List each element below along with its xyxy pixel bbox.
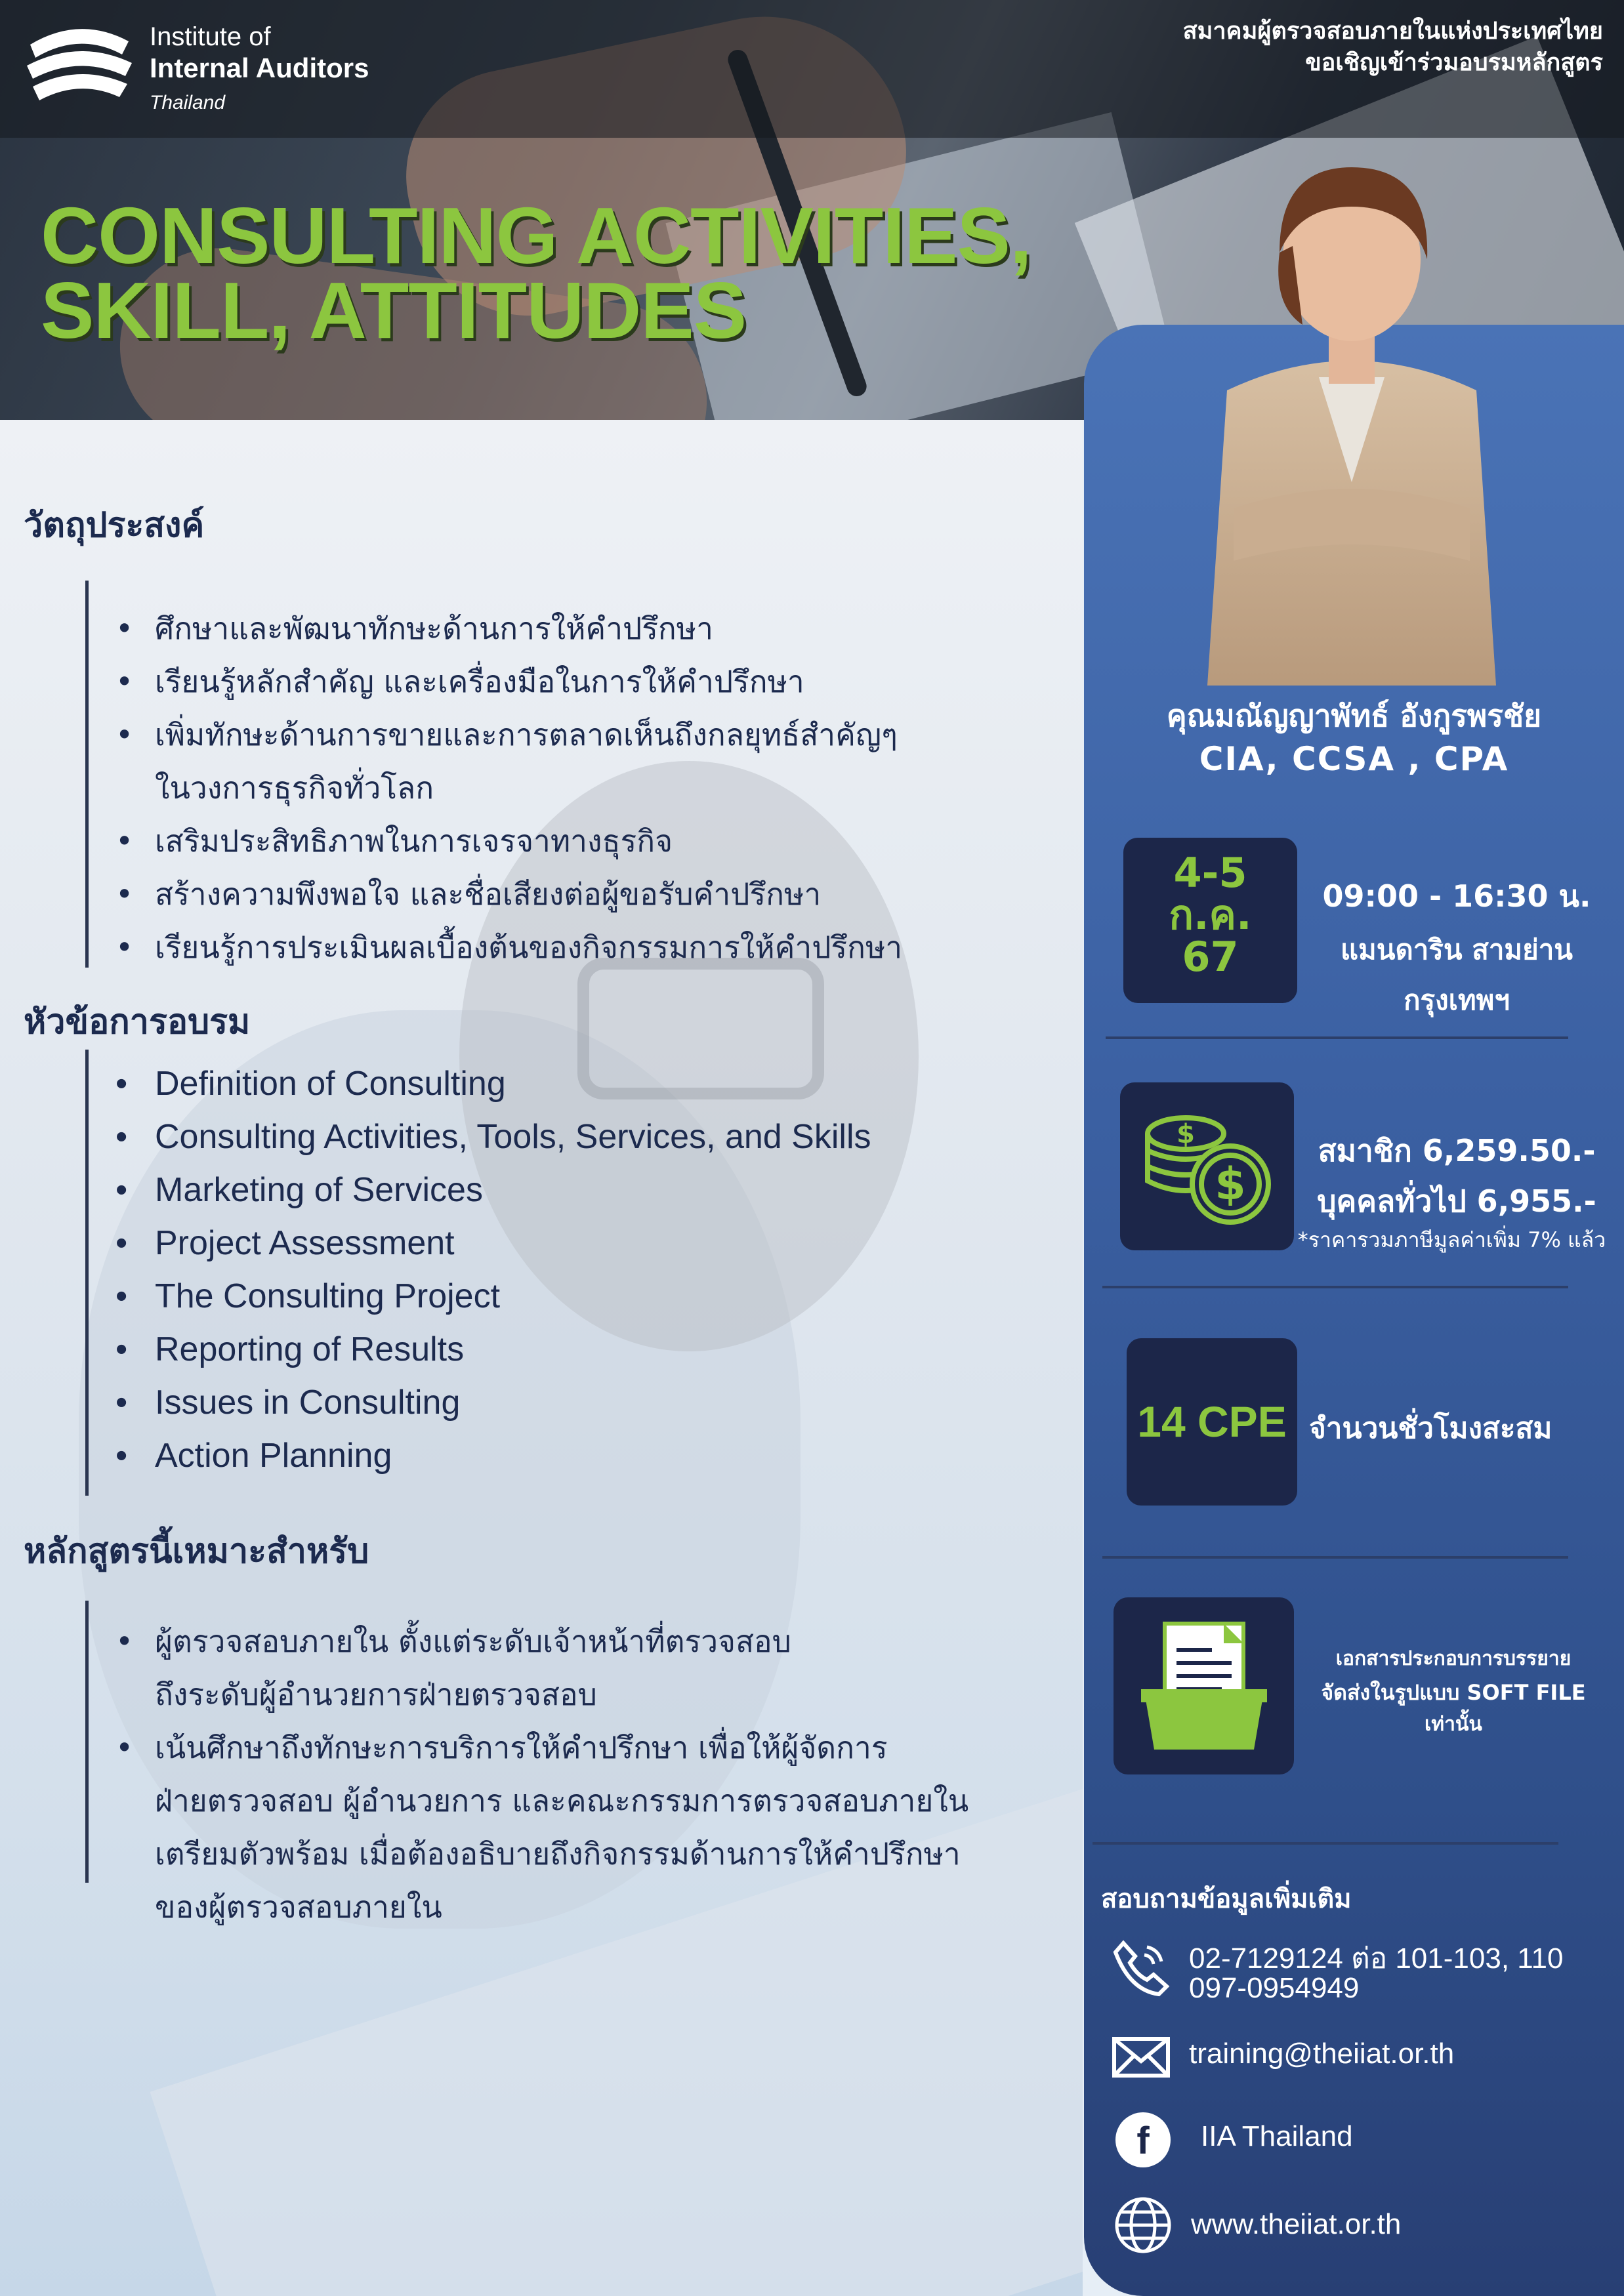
phone-icon [1110, 1937, 1172, 1998]
list-item: • Marketing of Services [112, 1164, 871, 1217]
list-item-continuation: ฝ่ายตรวจสอบ ผู้อำนวยการ และคณะกรรมการตรวจสอบภายใน [155, 1783, 969, 1818]
venue-text: แมนดาริน สามย่าน [1340, 933, 1573, 966]
section-divider-line [85, 1050, 89, 1496]
svg-text:f: f [1136, 2120, 1150, 2162]
time-text: 09:00 - 16:30 น. [1322, 878, 1591, 914]
list-item: • เพิ่มทักษะด้านการขายและการตลาดเห็นถึงกลยุทธ์สำคัญๆ [112, 708, 902, 762]
list-item: • Consulting Activities, Tools, Services, and Skills [112, 1111, 871, 1164]
facebook-link[interactable]: IIA Thailand [1201, 2120, 1353, 2152]
list-item: • The Consulting Project [112, 1270, 871, 1323]
phone-number-2[interactable]: 097-0954949 [1189, 1972, 1360, 2004]
date-box [1123, 838, 1297, 1003]
panel-divider [1093, 1842, 1558, 1845]
documents-box [1114, 1597, 1294, 1774]
date-day: 4-5 [1173, 849, 1247, 897]
objectives-list [112, 602, 902, 974]
audience-list [112, 1615, 968, 1934]
topics-list [112, 1057, 871, 1483]
phone-number-1[interactable]: 02-7129124 ต่อ 101-103, 110 [1189, 1942, 1564, 1975]
cpe-box: 14 CPE [1127, 1338, 1297, 1506]
list-item-continuation: ในวงการธุรกิจทั่วโลก [155, 770, 434, 806]
logo-text-line2: Internal Auditors [150, 52, 369, 83]
globe-icon [1112, 2194, 1174, 2256]
documents-line2: จัดส่งในรูปแบบ SOFT FILE [1321, 1680, 1586, 1705]
audience-heading: หลักสูตรนี้เหมาะสำหรับ [24, 1532, 369, 1571]
speaker-name: คุณมณัญญาพัทธ์ อังกูรพรชัย [1166, 698, 1542, 733]
speaker-credentials: CIA, CCSA , CPA [1199, 740, 1509, 778]
panel-divider [1102, 1286, 1568, 1288]
website-link[interactable]: www.theiiat.or.th [1191, 2208, 1402, 2240]
facebook-icon [1112, 2109, 1174, 2171]
iia-logo-icon [24, 18, 135, 110]
list-item: • Project Assessment [112, 1217, 871, 1270]
list-item-continuation: ของผู้ตรวจสอบภายใน [155, 1889, 442, 1925]
date-month: ก.ค. [1169, 891, 1252, 939]
section-divider-line [85, 581, 89, 968]
email-icon [1110, 2026, 1172, 2087]
svg-text:$: $ [1215, 1158, 1246, 1210]
list-item: • Issues in Consulting [112, 1376, 871, 1429]
logo-text-line3: Thailand [150, 92, 226, 113]
contact-heading: สอบถามข้อมูลเพิ่มเติม [1101, 1884, 1352, 1914]
course-title-line2: SKILL, ATTITUDES [41, 266, 747, 355]
org-name: สมาคมผู้ตรวจสอบภายในแห่งประเทศไทย [1182, 18, 1603, 45]
money-coins-icon [1120, 1082, 1294, 1250]
logo-text-line1: Institute of [150, 22, 271, 51]
list-item: • Reporting of Results [112, 1323, 871, 1376]
documents-line3: เท่านั้น [1425, 1713, 1482, 1736]
list-item: • ศึกษาและพัฒนาทักษะด้านการให้คำปรึกษา [112, 602, 902, 655]
list-item: • Definition of Consulting [112, 1057, 871, 1111]
price-member: สมาชิก 6,259.50.- [1318, 1133, 1596, 1168]
list-item: • เรียนรู้การประเมินผลเบื้องต้นของกิจกรรมการให้คำปรึกษา [112, 921, 902, 974]
list-item: • สร้างความพึงพอใจ และชื่อเสียงต่อผู้ขอรับคำปรึกษา [112, 868, 902, 921]
list-item: • เรียนรู้หลักสำคัญ และเครื่องมือในการให้คำปรึกษา [112, 655, 902, 708]
documents-line1: เอกสารประกอบการบรรยาย [1335, 1647, 1572, 1670]
cpe-label: จำนวนชั่วโมงสะสม [1309, 1412, 1552, 1445]
list-item: • เสริมประสิทธิภาพในการเจรจาทางธุรกิจ [112, 815, 902, 868]
speaker-photo [1188, 115, 1516, 686]
invitation-text: ขอเชิญเข้าร่วมอบรมหลักสูตร [1305, 49, 1603, 76]
date-year: 67 [1182, 933, 1239, 981]
panel-divider [1102, 1556, 1568, 1559]
price-general: บุคคลทั่วไป 6,955.- [1317, 1183, 1596, 1219]
objectives-heading: วัตถุประสงค์ [24, 506, 205, 545]
venue-city: กรุงเทพฯ [1404, 984, 1510, 1016]
list-item: • ผู้ตรวจสอบภายใน ตั้งแต่ระดับเจ้าหน้าที่ตรวจสอบ [112, 1615, 968, 1668]
list-item: • Action Planning [112, 1429, 871, 1483]
document-folder-icon [1114, 1597, 1294, 1774]
list-item-continuation: ถึงระดับผู้อำนวยการฝ่ายตรวจสอบ [155, 1677, 597, 1712]
topics-heading: หัวข้อการอบรม [24, 1002, 251, 1042]
list-item: • เน้นศึกษาถึงทักษะการบริการให้คำปรึกษา เพื่อให้ผู้จัดการ [112, 1721, 968, 1774]
price-box [1120, 1082, 1294, 1250]
panel-divider [1106, 1036, 1568, 1039]
email-link[interactable]: training@theiiat.or.th [1189, 2038, 1455, 2070]
course-title-line1: CONSULTING ACTIVITIES, [41, 191, 1031, 280]
svg-text:$: $ [1176, 1119, 1195, 1149]
price-note: *ราคารวมภาษีมูลค่าเพิ่ม 7% แล้ว [1297, 1227, 1606, 1252]
list-item-continuation: เตรียมตัวพร้อม เมื่อต้องอธิบายถึงกิจกรรมด้านการให้คำปรึกษา [155, 1836, 961, 1872]
section-divider-line [85, 1601, 89, 1883]
